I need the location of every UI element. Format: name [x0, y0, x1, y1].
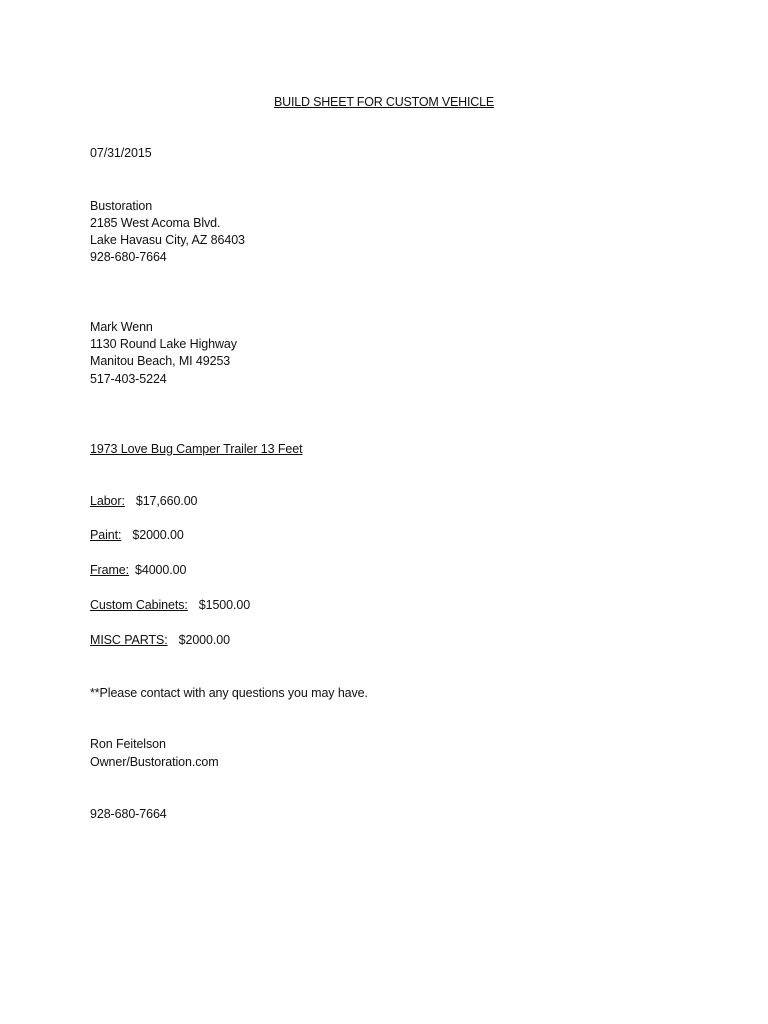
document-date: 07/31/2015 — [90, 146, 152, 160]
cost-row-frame — [90, 562, 186, 580]
shop-name: Bustoration — [90, 199, 153, 213]
cost-label: Paint: — [90, 528, 122, 542]
vehicle-heading: 1973 Love Bug Camper Trailer 13 Feet — [90, 442, 303, 456]
shop-city-state-zip: Lake Havasu City, AZ 86403 — [90, 233, 245, 247]
cost-label: MISC PARTS: — [90, 633, 168, 647]
cost-row-labor — [90, 493, 197, 511]
cost-label: Labor: — [90, 494, 125, 508]
signer-name: Ron Feitelson — [90, 737, 166, 751]
customer-phone: 517-403-5224 — [90, 372, 167, 386]
customer-name: Mark Wenn — [90, 320, 153, 334]
document-title: BUILD SHEET FOR CUSTOM VEHICLE — [274, 95, 494, 109]
shop-phone: 928-680-7664 — [90, 250, 167, 264]
customer-street: 1130 Round Lake Highway — [90, 337, 237, 351]
cost-amount: $17,660.00 — [135, 494, 198, 508]
cost-amount: $2000.00 — [178, 633, 230, 647]
shop-street: 2185 West Acoma Blvd. — [90, 216, 221, 230]
cost-row-custom-cabinets — [90, 597, 250, 615]
footer-phone: 928-680-7664 — [90, 807, 167, 821]
signer-title: Owner/Bustoration.com — [90, 755, 219, 769]
contact-note: **Please contact with any questions you may have. — [90, 686, 368, 700]
cost-amount: $4000.00 — [135, 563, 187, 577]
cost-row-misc-parts — [90, 632, 230, 650]
cost-row-paint — [90, 527, 184, 545]
cost-label: Custom Cabinets: — [90, 598, 188, 612]
customer-city-state-zip: Manitou Beach, MI 49253 — [90, 354, 231, 368]
cost-amount: $2000.00 — [132, 528, 184, 542]
cost-label: Frame: — [90, 563, 129, 577]
cost-amount: $1500.00 — [198, 598, 251, 612]
